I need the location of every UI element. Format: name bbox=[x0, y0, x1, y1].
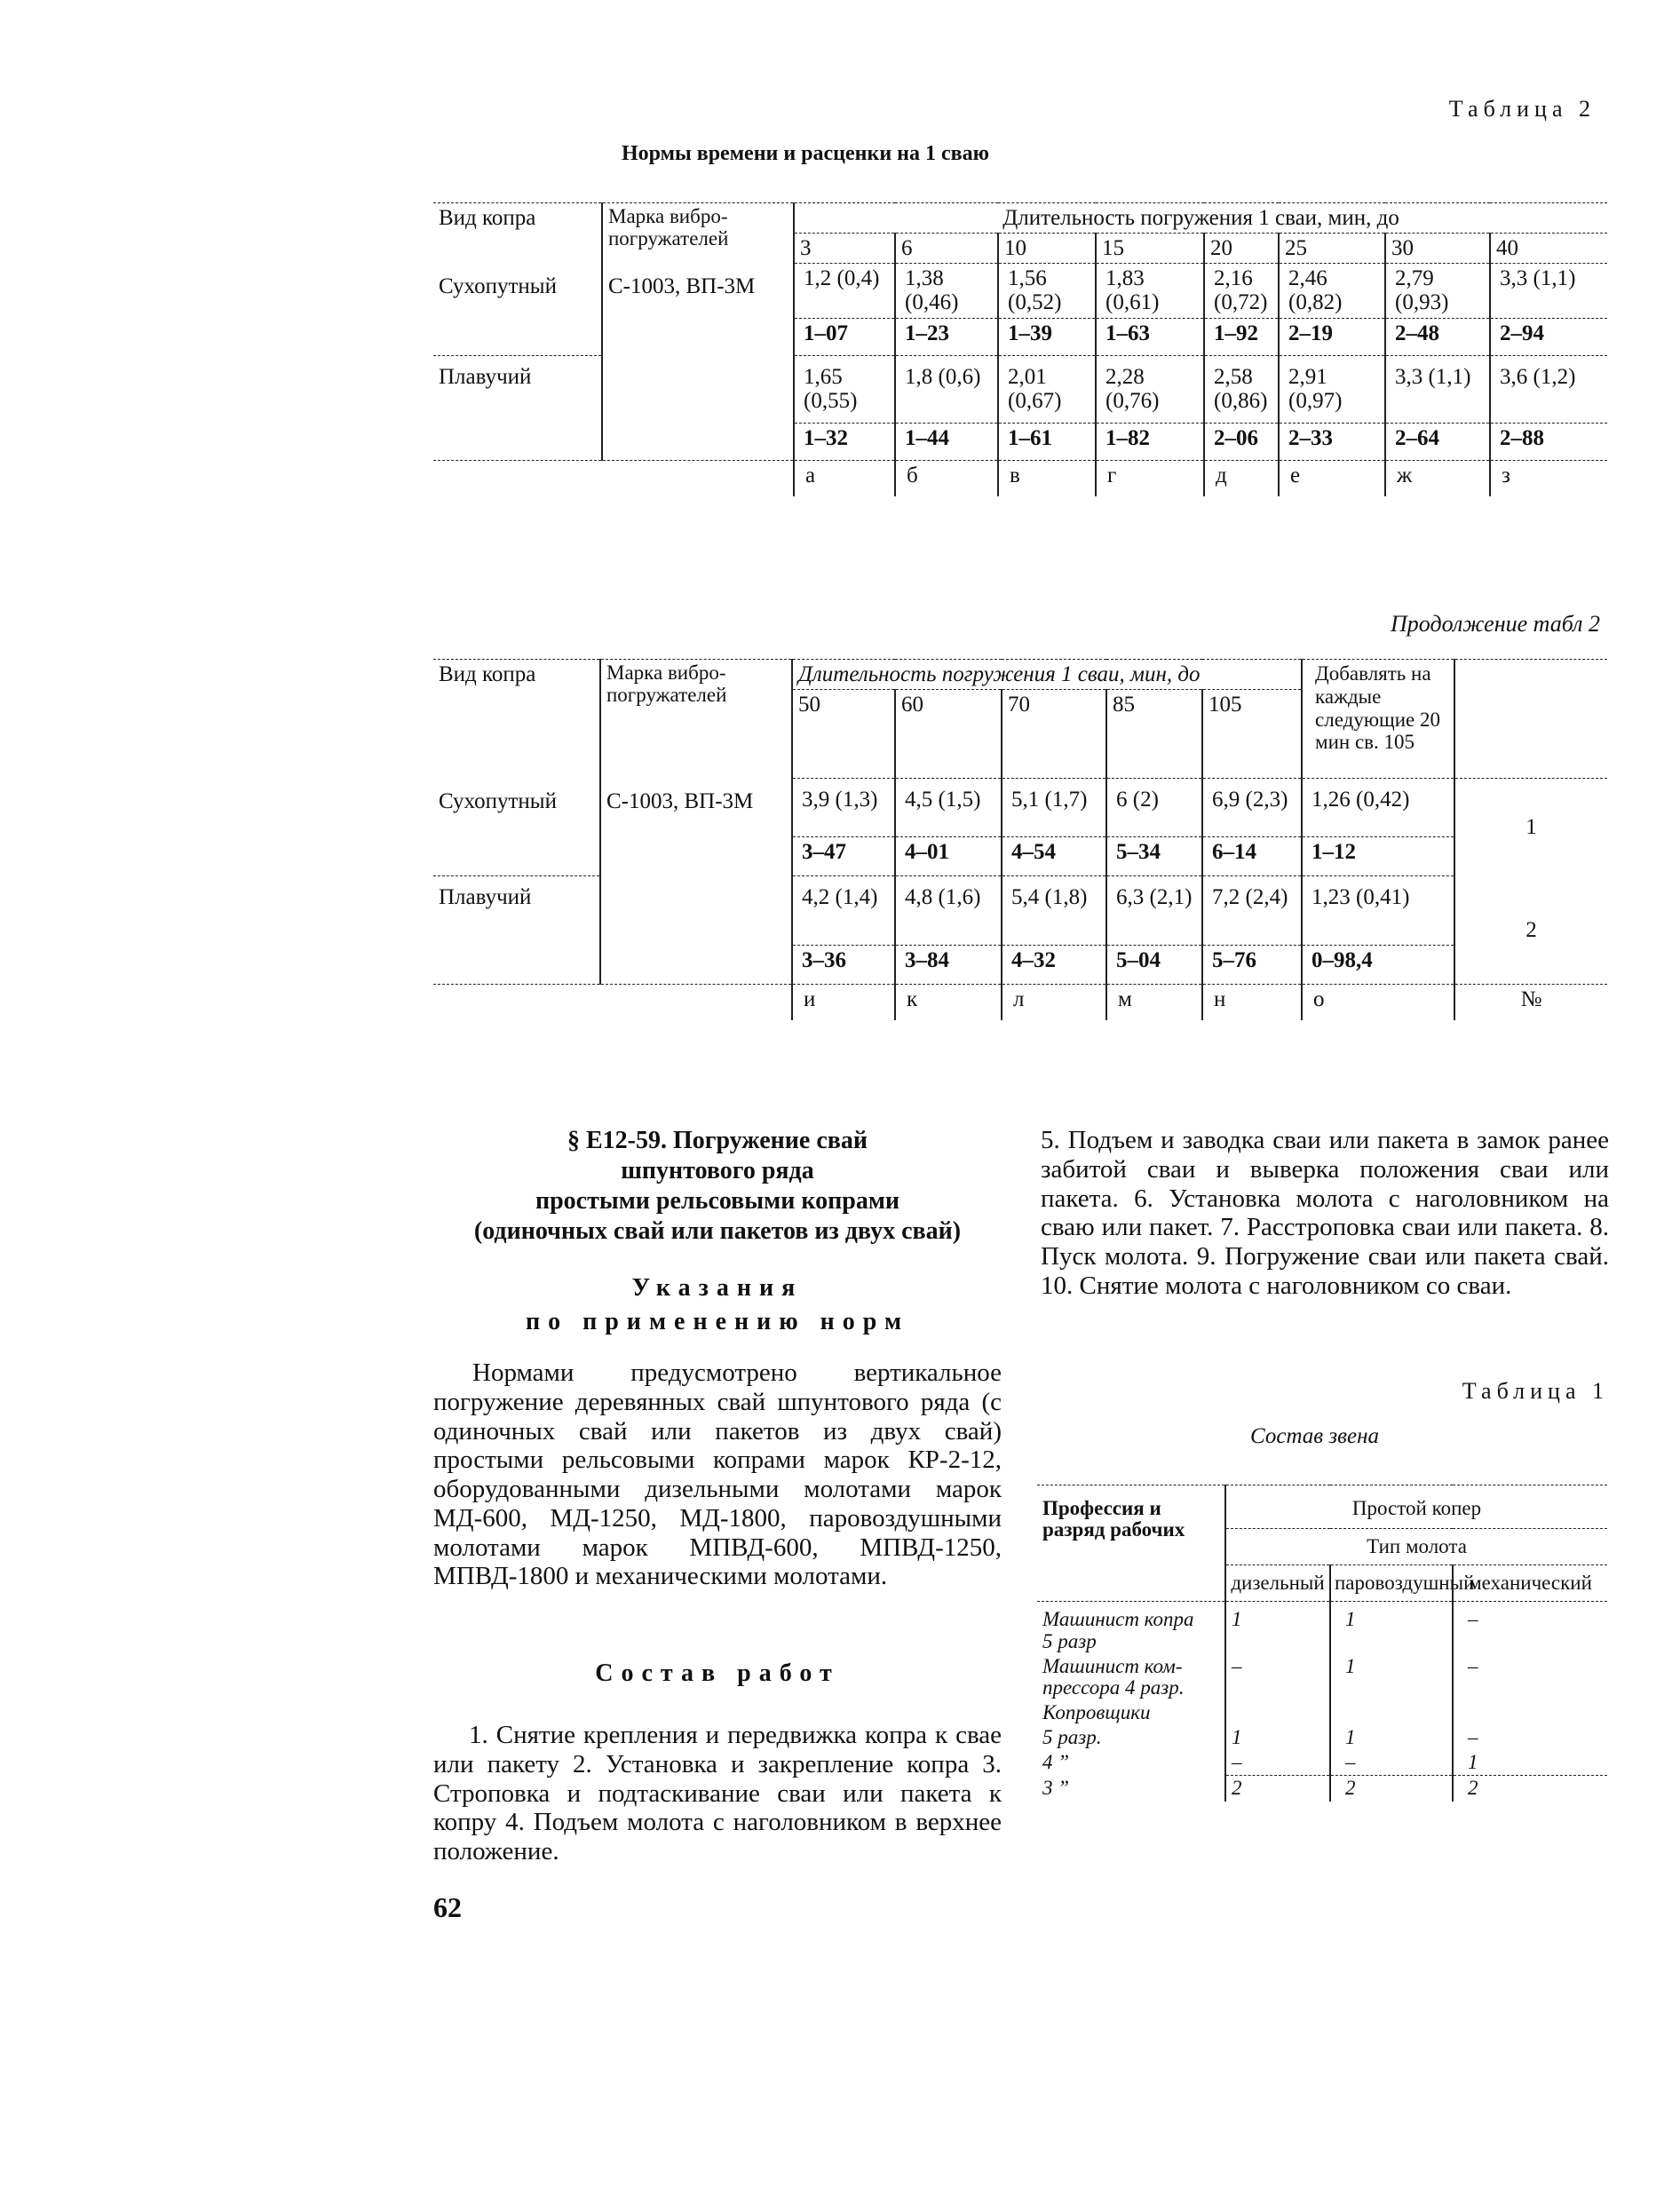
table1-value: – bbox=[1453, 1602, 1607, 1654]
table2-cont-value: 1,23 (0,41) bbox=[1302, 876, 1454, 946]
table1-value: – bbox=[1225, 1750, 1330, 1776]
table2-cont-value: 6 (2) bbox=[1106, 779, 1202, 837]
table1-value bbox=[1225, 1700, 1330, 1725]
table2-letter: д bbox=[1204, 461, 1279, 496]
table1-type: паровоздушный bbox=[1330, 1565, 1453, 1602]
table2-value: 1,83 (0,61) bbox=[1096, 264, 1204, 319]
table2-duration: 20 bbox=[1204, 234, 1279, 264]
table1-value bbox=[1330, 1700, 1453, 1725]
table1-value: 1 bbox=[1225, 1602, 1330, 1654]
table2-cont-price: 4–01 bbox=[895, 837, 1002, 876]
table2-cont-duration: 50 bbox=[792, 690, 895, 779]
table2-price: 2–94 bbox=[1490, 319, 1607, 356]
table2-price: 2–33 bbox=[1279, 424, 1385, 461]
table2-price: 1–23 bbox=[895, 319, 998, 356]
table1-value: 2 bbox=[1453, 1776, 1607, 1802]
table1-header-prof: Профессия и разряд рабочих bbox=[1037, 1485, 1225, 1602]
table2-cont-duration: 70 bbox=[1002, 690, 1106, 779]
table2-price: 1–82 bbox=[1096, 424, 1204, 461]
table2-value: 2,46 (0,82) bbox=[1279, 264, 1385, 319]
guidance-heading-line: по применению норм bbox=[525, 1307, 910, 1335]
table1-prof-line: Машинист ком- bbox=[1042, 1654, 1183, 1677]
table1-type: механический bbox=[1453, 1565, 1607, 1602]
table2-value: 1,65 (0,55) bbox=[794, 356, 895, 424]
table2-cont-duration: 85 bbox=[1106, 690, 1202, 779]
table1-value: 1 bbox=[1330, 1654, 1453, 1700]
table2-cont-price: 0–98,4 bbox=[1302, 946, 1454, 985]
table2-cont-header-duration: Длительность погружения 1 сваи, мин, до bbox=[792, 660, 1302, 690]
table2-price: 1–92 bbox=[1204, 319, 1279, 356]
table2-cont-value: 3,9 (1,3) bbox=[792, 779, 895, 837]
table2-price: 2–06 bbox=[1204, 424, 1279, 461]
table2-cont-header-marka: Марка вибро-погружателей bbox=[600, 660, 792, 779]
section-heading-line: § Е12-59. Погружение свай bbox=[567, 1127, 868, 1154]
table2-letter: ж bbox=[1385, 461, 1490, 496]
table2-price: 1–32 bbox=[794, 424, 895, 461]
table2-value: 3,3 (1,1) bbox=[1385, 356, 1490, 424]
table1-value: – bbox=[1453, 1654, 1607, 1700]
table1-value: 2 bbox=[1330, 1776, 1453, 1802]
table2-cont-price: 1–12 bbox=[1302, 837, 1454, 876]
table1-type: дизельный bbox=[1225, 1565, 1330, 1602]
table2-cont-label: Продолжение табл 2 bbox=[1391, 611, 1600, 637]
work-heading: Состав работ bbox=[595, 1659, 840, 1687]
table1-row-prof bbox=[1037, 1700, 1225, 1725]
table2-header-marka: Марка вибро-погружателей bbox=[602, 203, 794, 264]
table2-price: 1–07 bbox=[794, 319, 895, 356]
table1-prof-line: прессора 4 разр. bbox=[1042, 1675, 1185, 1699]
table2-cont-price: 5–34 bbox=[1106, 837, 1202, 876]
table1-row-prof bbox=[1037, 1602, 1225, 1654]
table2-duration: 10 bbox=[998, 234, 1096, 264]
table1-value: – bbox=[1453, 1725, 1607, 1750]
table2-duration: 15 bbox=[1096, 234, 1204, 264]
table2-value: 2,16 (0,72) bbox=[1204, 264, 1279, 319]
guidance-heading-line: Указания bbox=[631, 1274, 804, 1302]
table2-price: 2–48 bbox=[1385, 319, 1490, 356]
table2-value: 3,3 (1,1) bbox=[1490, 264, 1607, 319]
table2-letter: б bbox=[895, 461, 998, 496]
section-heading-line: шпунтового ряда bbox=[621, 1157, 814, 1185]
table2-letter: е bbox=[1279, 461, 1385, 496]
table2-cont-value: 5,1 (1,7) bbox=[1002, 779, 1106, 837]
table2-cont-value: 4,5 (1,5) bbox=[895, 779, 1002, 837]
table1-prof-line: Машинист копра bbox=[1042, 1608, 1194, 1631]
table2-letter: з bbox=[1490, 461, 1607, 496]
table2-cont-value: 6,3 (2,1) bbox=[1106, 876, 1202, 946]
table2-cont-duration: 60 bbox=[895, 690, 1002, 779]
table1-value: – bbox=[1330, 1750, 1453, 1776]
table2-cont-header-vid: Вид копра bbox=[433, 660, 600, 779]
table2-header-duration: Длительность погружения 1 сваи, мин, до bbox=[794, 203, 1607, 234]
table1-label: Таблица 1 bbox=[1462, 1378, 1609, 1404]
table2-cont-value: 7,2 (2,4) bbox=[1202, 876, 1302, 946]
table1-header-kopr: Простой копер bbox=[1225, 1485, 1607, 1529]
table2-price: 1–63 bbox=[1096, 319, 1204, 356]
table2-price: 1–61 bbox=[998, 424, 1096, 461]
table2-cont-row-vid: Плавучий bbox=[433, 876, 600, 985]
table2-cont bbox=[433, 659, 1607, 1020]
table2-duration: 30 bbox=[1385, 234, 1490, 264]
table1-value: – bbox=[1225, 1654, 1330, 1700]
table1-value: 1 bbox=[1330, 1725, 1453, 1750]
table2-cont-price: 4–54 bbox=[1002, 837, 1106, 876]
table2-price: 1–39 bbox=[998, 319, 1096, 356]
table2-price: 2–19 bbox=[1279, 319, 1385, 356]
table2-duration: 25 bbox=[1279, 234, 1385, 264]
table1-row-prof bbox=[1037, 1654, 1225, 1700]
table2-cont-price: 4–32 bbox=[1002, 946, 1106, 985]
table2-row-marka: С-1003, ВП-3М bbox=[602, 264, 794, 461]
table2-value: 1,56 (0,52) bbox=[998, 264, 1096, 319]
table1-header-type: Тип молота bbox=[1225, 1529, 1607, 1565]
table1-row-prof bbox=[1037, 1725, 1225, 1750]
table2-cont-row-vid: Сухопутный bbox=[439, 788, 557, 813]
table1-prof-line: Копровщики bbox=[1042, 1700, 1151, 1723]
table1-prof-line: 4 ” bbox=[1042, 1751, 1070, 1774]
section-heading-line: простыми рельсовыми копрами bbox=[535, 1187, 900, 1216]
table2-value: 2,58 (0,86) bbox=[1204, 356, 1279, 424]
table2-cont-value: 5,4 (1,8) bbox=[1002, 876, 1106, 946]
table2-cont-letter: м bbox=[1106, 985, 1202, 1020]
table2-duration: 6 bbox=[895, 234, 998, 264]
table2-value: 1,8 (0,6) bbox=[895, 356, 998, 424]
table1-prof-line: 5 разр bbox=[1042, 1629, 1097, 1652]
table2-cont-letter: н bbox=[1202, 985, 1302, 1020]
guidance-text bbox=[433, 1358, 1002, 1591]
table2-cont-num: 1 bbox=[1454, 779, 1607, 876]
table1-prof-line: 3 ” bbox=[1042, 1776, 1070, 1799]
table2-cont-letter: и bbox=[792, 985, 895, 1020]
table2-value: 2,28 (0,76) bbox=[1096, 356, 1204, 424]
table2-letter: г bbox=[1096, 461, 1204, 496]
table2-cont-value: 6,9 (2,3) bbox=[1202, 779, 1302, 837]
table2-letter: а bbox=[794, 461, 895, 496]
guidance-paragraph: Нормами предусмотрено вертикальное погружение деревянных свай шпунтового ряда (с одиночных свай или пакетов из двух свай) простыми рельсовыми копрами марок КР-2-12, оборудованными дизельными молотами марок МД-600, МД-1250, МД-1800, паровоздушными молотами марок МПВД-600, МПВД-1250, МПВД-1800 и механическими молотами. bbox=[433, 1358, 1002, 1591]
section-heading bbox=[433, 1126, 1002, 1248]
section-heading-line: (одиночных свай или пакетов из двух свай) bbox=[473, 1217, 962, 1246]
table1-value: 1 bbox=[1330, 1602, 1453, 1654]
table2-cont-value: 4,8 (1,6) bbox=[895, 876, 1002, 946]
guidance-heading bbox=[433, 1271, 1002, 1339]
work-paragraph-left: 1. Снятие крепления и передвижка копра к свае или пакету 2. Установка и закрепление копра 3. Строповка и подтаскивание сваи или пакета к копру 4. Подъем молота с наголовником в верхнее положение. bbox=[433, 1721, 1002, 1866]
table2-letter: в bbox=[998, 461, 1096, 496]
table2-cont-letter: к bbox=[895, 985, 1002, 1020]
table2-row-vid: Сухопутный bbox=[439, 273, 557, 298]
work-text-right bbox=[1041, 1126, 1609, 1301]
page-number: 62 bbox=[433, 1891, 462, 1923]
table1-row-prof bbox=[1037, 1750, 1225, 1776]
table2-cont-num-label: № bbox=[1454, 985, 1607, 1020]
table1-value: 2 bbox=[1225, 1776, 1330, 1802]
table2-value: 1,2 (0,4) bbox=[794, 264, 895, 319]
table2-cont-row-marka: С-1003, ВП-3М bbox=[600, 779, 792, 985]
table1 bbox=[1037, 1485, 1607, 1802]
table2-header-vid: Вид копра bbox=[433, 203, 602, 264]
table2-label: Таблица 2 bbox=[1448, 96, 1596, 122]
table2-cont-price: 3–36 bbox=[792, 946, 895, 985]
table2 bbox=[433, 202, 1607, 496]
table2-cont-price: 3–47 bbox=[792, 837, 895, 876]
table2-cont-letter: л bbox=[1002, 985, 1106, 1020]
work-paragraph-right: 5. Подъем и заводка сваи или пакета в замок ранее забитой сваи и выверка положения сваи или пакета. 6. Установка молота с наголовником на сваю или пакет. 7. Расстроповка сваи или пакета. 8. Пуск молота. 9. Погружение сваи или пакета свай. 10. Снятие молота с наголовником со сваи. bbox=[1041, 1126, 1609, 1300]
table2-cont-header-add: Добавлять на каждые следующие 20 мин св. 105 bbox=[1302, 660, 1454, 779]
table2-duration: 40 bbox=[1490, 234, 1607, 264]
table1-title: Состав звена bbox=[1250, 1424, 1380, 1448]
table2-row-vid: Плавучий bbox=[433, 356, 602, 461]
table1-value: 1 bbox=[1225, 1725, 1330, 1750]
table2-cont-price: 5–04 bbox=[1106, 946, 1202, 985]
table2-cont-price: 6–14 bbox=[1202, 837, 1302, 876]
table1-value bbox=[1453, 1700, 1607, 1725]
table2-cont-duration: 105 bbox=[1202, 690, 1302, 779]
table2-value: 1,38 (0,46) bbox=[895, 264, 998, 319]
table2-cont-price: 5–76 bbox=[1202, 946, 1302, 985]
table2-cont-letter: о bbox=[1302, 985, 1454, 1020]
table2-cont-num: 2 bbox=[1454, 876, 1607, 985]
work-text-left bbox=[433, 1721, 1002, 1866]
table2-cont-value: 4,2 (1,4) bbox=[792, 876, 895, 946]
table2-price: 2–64 bbox=[1385, 424, 1490, 461]
table2-cont-value: 1,26 (0,42) bbox=[1302, 779, 1454, 837]
table2-duration: 3 bbox=[794, 234, 895, 264]
table1-value: 1 bbox=[1453, 1750, 1607, 1776]
table2-title: Нормы времени и расценки на 1 сваю bbox=[622, 142, 989, 165]
table2-price: 1–44 bbox=[895, 424, 998, 461]
table2-cont-price: 3–84 bbox=[895, 946, 1002, 985]
table2-price: 2–88 bbox=[1490, 424, 1607, 461]
table2-value: 2,79 (0,93) bbox=[1385, 264, 1490, 319]
table2-value: 3,6 (1,2) bbox=[1490, 356, 1607, 424]
table1-row-prof bbox=[1037, 1776, 1225, 1802]
table2-value: 2,01 (0,67) bbox=[998, 356, 1096, 424]
table2-value: 2,91 (0,97) bbox=[1279, 356, 1385, 424]
table1-prof-line: 5 разр. bbox=[1042, 1726, 1102, 1749]
